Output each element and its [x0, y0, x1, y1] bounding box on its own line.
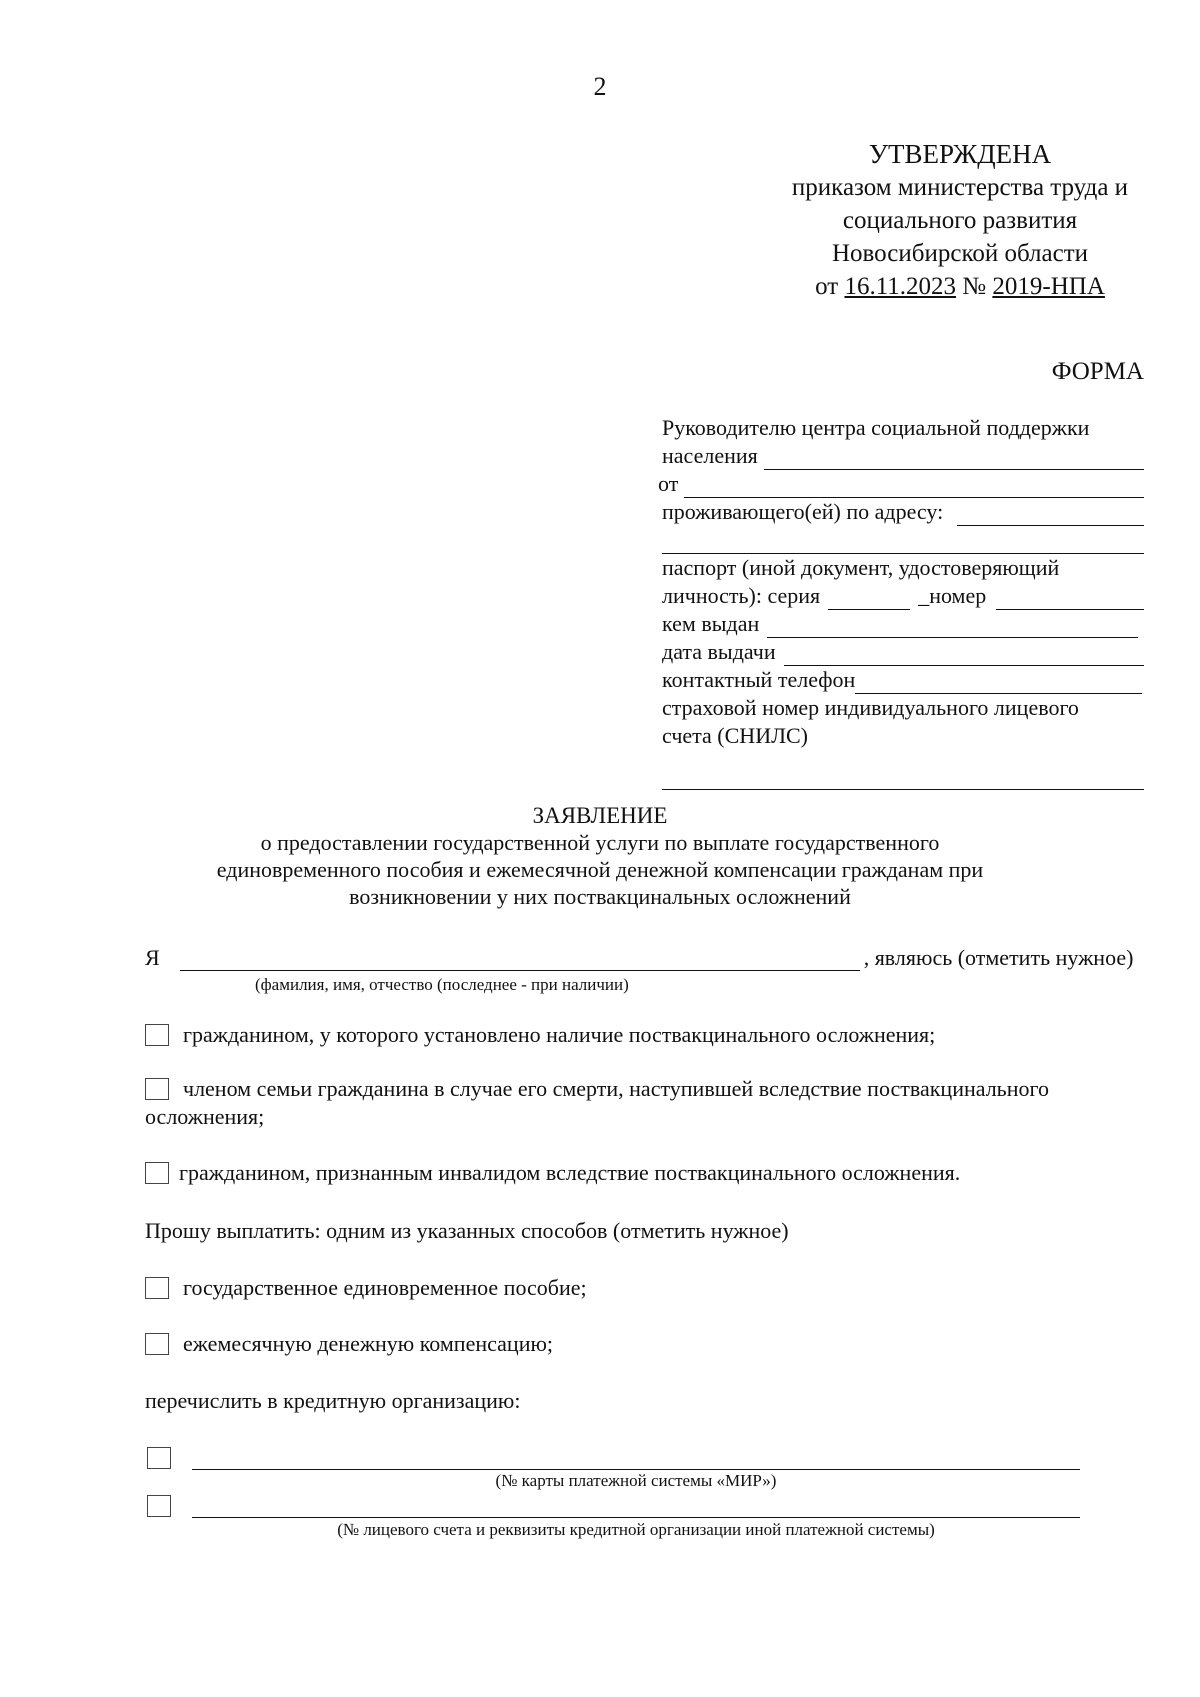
- issued-by-label: кем выдан: [662, 611, 760, 636]
- snils-label-1: страховой номер индивидуального лицевого: [662, 695, 1079, 720]
- status-option-1-label: гражданином, у которого установлено наличие поствакцинального осложнения;: [183, 1022, 936, 1047]
- payment-option-1: [145, 1274, 1145, 1302]
- approval-line-2: социального развития: [842, 207, 1078, 234]
- status-option-2-label: членом семьи гражданина в случае его смерти, наступившей вследствие поствакцинального осложнения;: [145, 1076, 1049, 1129]
- mir-card-field[interactable]: [192, 1445, 1080, 1470]
- payment-option-2-label: ежемесячную денежную компенсацию;: [183, 1331, 554, 1356]
- residing-row: [662, 498, 1144, 526]
- from-label: от: [658, 471, 679, 496]
- statement-subtitle-3: возникновении у них поствакцинальных осложнений: [349, 884, 851, 909]
- approval-number-prefix: №: [962, 273, 987, 300]
- transfer-label: перечислить в кредитную организацию:: [145, 1388, 521, 1413]
- phone-label: контактный телефон: [662, 667, 856, 692]
- addressee-block: [658, 414, 1144, 790]
- snils-row-1: [662, 694, 1144, 722]
- form-label: ФОРМА: [1051, 358, 1144, 385]
- phone-row: [662, 666, 1144, 694]
- payment-checkbox-1[interactable]: [145, 1277, 169, 1299]
- series-number-row: [662, 582, 1144, 610]
- address-field-extra[interactable]: [662, 533, 1144, 554]
- snils-label-2: счета (СНИЛС): [662, 723, 808, 748]
- approval-block: [700, 138, 1200, 303]
- payment-checkbox-2[interactable]: [145, 1333, 169, 1355]
- approval-line-1: приказом министерства труда и: [791, 174, 1129, 201]
- address-field[interactable]: [957, 505, 1144, 526]
- approval-date-prefix: от: [815, 273, 839, 300]
- status-checkbox-3[interactable]: [145, 1162, 169, 1184]
- status-checkbox-1[interactable]: [145, 1024, 169, 1046]
- status-checkbox-2[interactable]: [145, 1078, 169, 1100]
- applicant-name-field[interactable]: [180, 948, 860, 971]
- from-field[interactable]: [684, 477, 1144, 498]
- applicant-row: [145, 945, 1145, 971]
- statement-heading: ЗАЯВЛЕНИЕ: [532, 803, 668, 828]
- statement-subtitle-1: о предоставлении государственной услуги по выплате государственного: [260, 830, 940, 855]
- status-option-2: [145, 1075, 1145, 1131]
- from-row: [658, 470, 1144, 498]
- payment-option-1-label: государственное единовременное пособие;: [183, 1275, 587, 1300]
- approval-line-3: Новосибирской области: [831, 240, 1089, 267]
- account-details-field[interactable]: [192, 1493, 1080, 1518]
- issue-date-label: дата выдачи: [662, 639, 776, 664]
- applicant-caption: (фамилия, имя, отчество (последнее - при наличии): [255, 975, 629, 994]
- status-option-3: [145, 1159, 1145, 1187]
- applicant-suffix: , являюсь (отметить нужное): [863, 945, 1134, 970]
- number-field[interactable]: [996, 589, 1144, 610]
- phone-field[interactable]: [855, 673, 1142, 694]
- snils-field-row: [662, 750, 1144, 790]
- series-field[interactable]: [828, 589, 910, 610]
- number-label: _номер: [918, 583, 987, 608]
- applicant-prefix: Я: [145, 945, 160, 970]
- status-option-3-label: гражданином, признанным инвалидом вследствие поствакцинального осложнения.: [179, 1160, 961, 1185]
- series-label: личность): серия: [662, 583, 821, 608]
- status-option-1: [145, 1021, 1145, 1049]
- address-extra-row: [662, 526, 1144, 554]
- addressee-population-label: населения: [662, 443, 758, 468]
- issued-by-field[interactable]: [767, 617, 1138, 638]
- page-number: 2: [593, 72, 607, 101]
- addressee-population-row: [662, 442, 1144, 470]
- account-details-caption: (№ лицевого счета и реквизиты кредитной организации иной платежной системы): [337, 1520, 935, 1539]
- issued-by-row: [662, 610, 1144, 638]
- payment-option-2: [145, 1330, 1145, 1358]
- transfer-checkbox-1[interactable]: [147, 1447, 171, 1469]
- residing-label: проживающего(ей) по адресу:: [662, 499, 944, 524]
- addressee-line-1: [662, 414, 1144, 442]
- transfer-checkbox-2[interactable]: [147, 1495, 171, 1517]
- issue-date-row: [662, 638, 1144, 666]
- snils-field[interactable]: [662, 769, 1144, 790]
- addressee-title: Руководителю центра социальной поддержки: [662, 415, 1090, 440]
- issue-date-field[interactable]: [784, 645, 1144, 666]
- statement-subtitle-2: единовременного пособия и ежемесячной денежной компенсации гражданам при: [216, 857, 984, 882]
- approval-date-line: [700, 270, 1200, 303]
- approval-date: 16.11.2023: [844, 273, 957, 300]
- statement-title-block: [150, 802, 1050, 910]
- passport-row: [662, 554, 1144, 582]
- payment-request: Прошу выплатить: одним из указанных способов (отметить нужное): [145, 1218, 789, 1243]
- approval-heading: УТВЕРЖДЕНА: [868, 139, 1052, 169]
- mir-card-caption: (№ карты платежной системы «МИР»): [495, 1471, 777, 1490]
- approval-number: 2019-НПА: [992, 273, 1105, 300]
- passport-label: паспорт (иной документ, удостоверяющий: [662, 555, 1060, 580]
- population-center-field[interactable]: [764, 449, 1144, 470]
- snils-row-2: [662, 722, 1144, 750]
